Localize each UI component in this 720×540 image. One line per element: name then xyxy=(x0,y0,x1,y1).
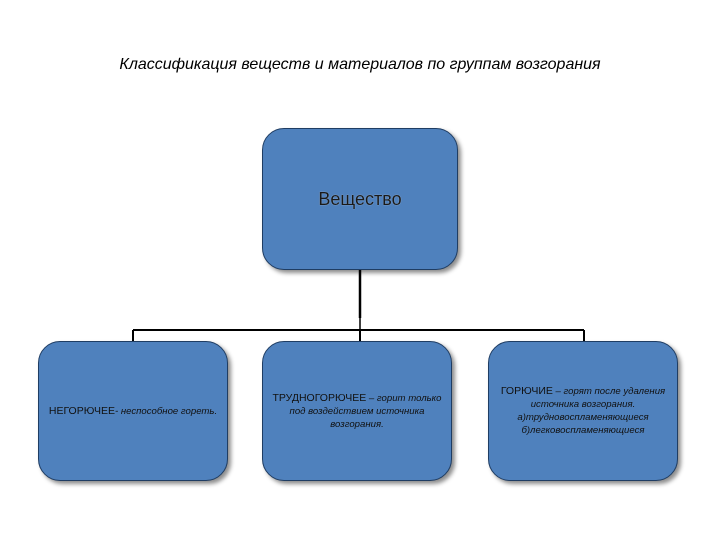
node-hardly-combustible-head: ТРУДНОГОРЮЧЕЕ xyxy=(272,391,367,404)
node-combustible-subtype-a: а)трудновоспламеняющиеся xyxy=(517,412,649,423)
node-combustible-body: – горят после удаления источника возгорания. xyxy=(530,386,666,410)
node-combustible-head: ГОРЮЧИЕ xyxy=(500,385,553,397)
node-noncombustible xyxy=(38,341,228,481)
node-hardly-combustible-text xyxy=(271,392,443,431)
root-node-label: Вещество xyxy=(318,188,402,209)
node-noncombustible-text xyxy=(49,405,217,418)
node-noncombustible-body: - неспособное гореть. xyxy=(114,405,218,417)
node-combustible-subtype-b: б)легковоспламеняющиеся xyxy=(521,425,645,436)
diagram-title: Классификация веществ и материалов по группам возгорания xyxy=(119,56,601,73)
node-hardly-combustible xyxy=(262,341,452,481)
node-hardly-combustible-body: – горит только под воздействием источника возгорания. xyxy=(289,392,442,430)
node-noncombustible-head: НЕГОРЮЧЕЕ xyxy=(48,404,115,417)
root-node-substance xyxy=(262,128,458,270)
node-combustible xyxy=(488,341,678,481)
node-combustible-text xyxy=(497,385,669,437)
